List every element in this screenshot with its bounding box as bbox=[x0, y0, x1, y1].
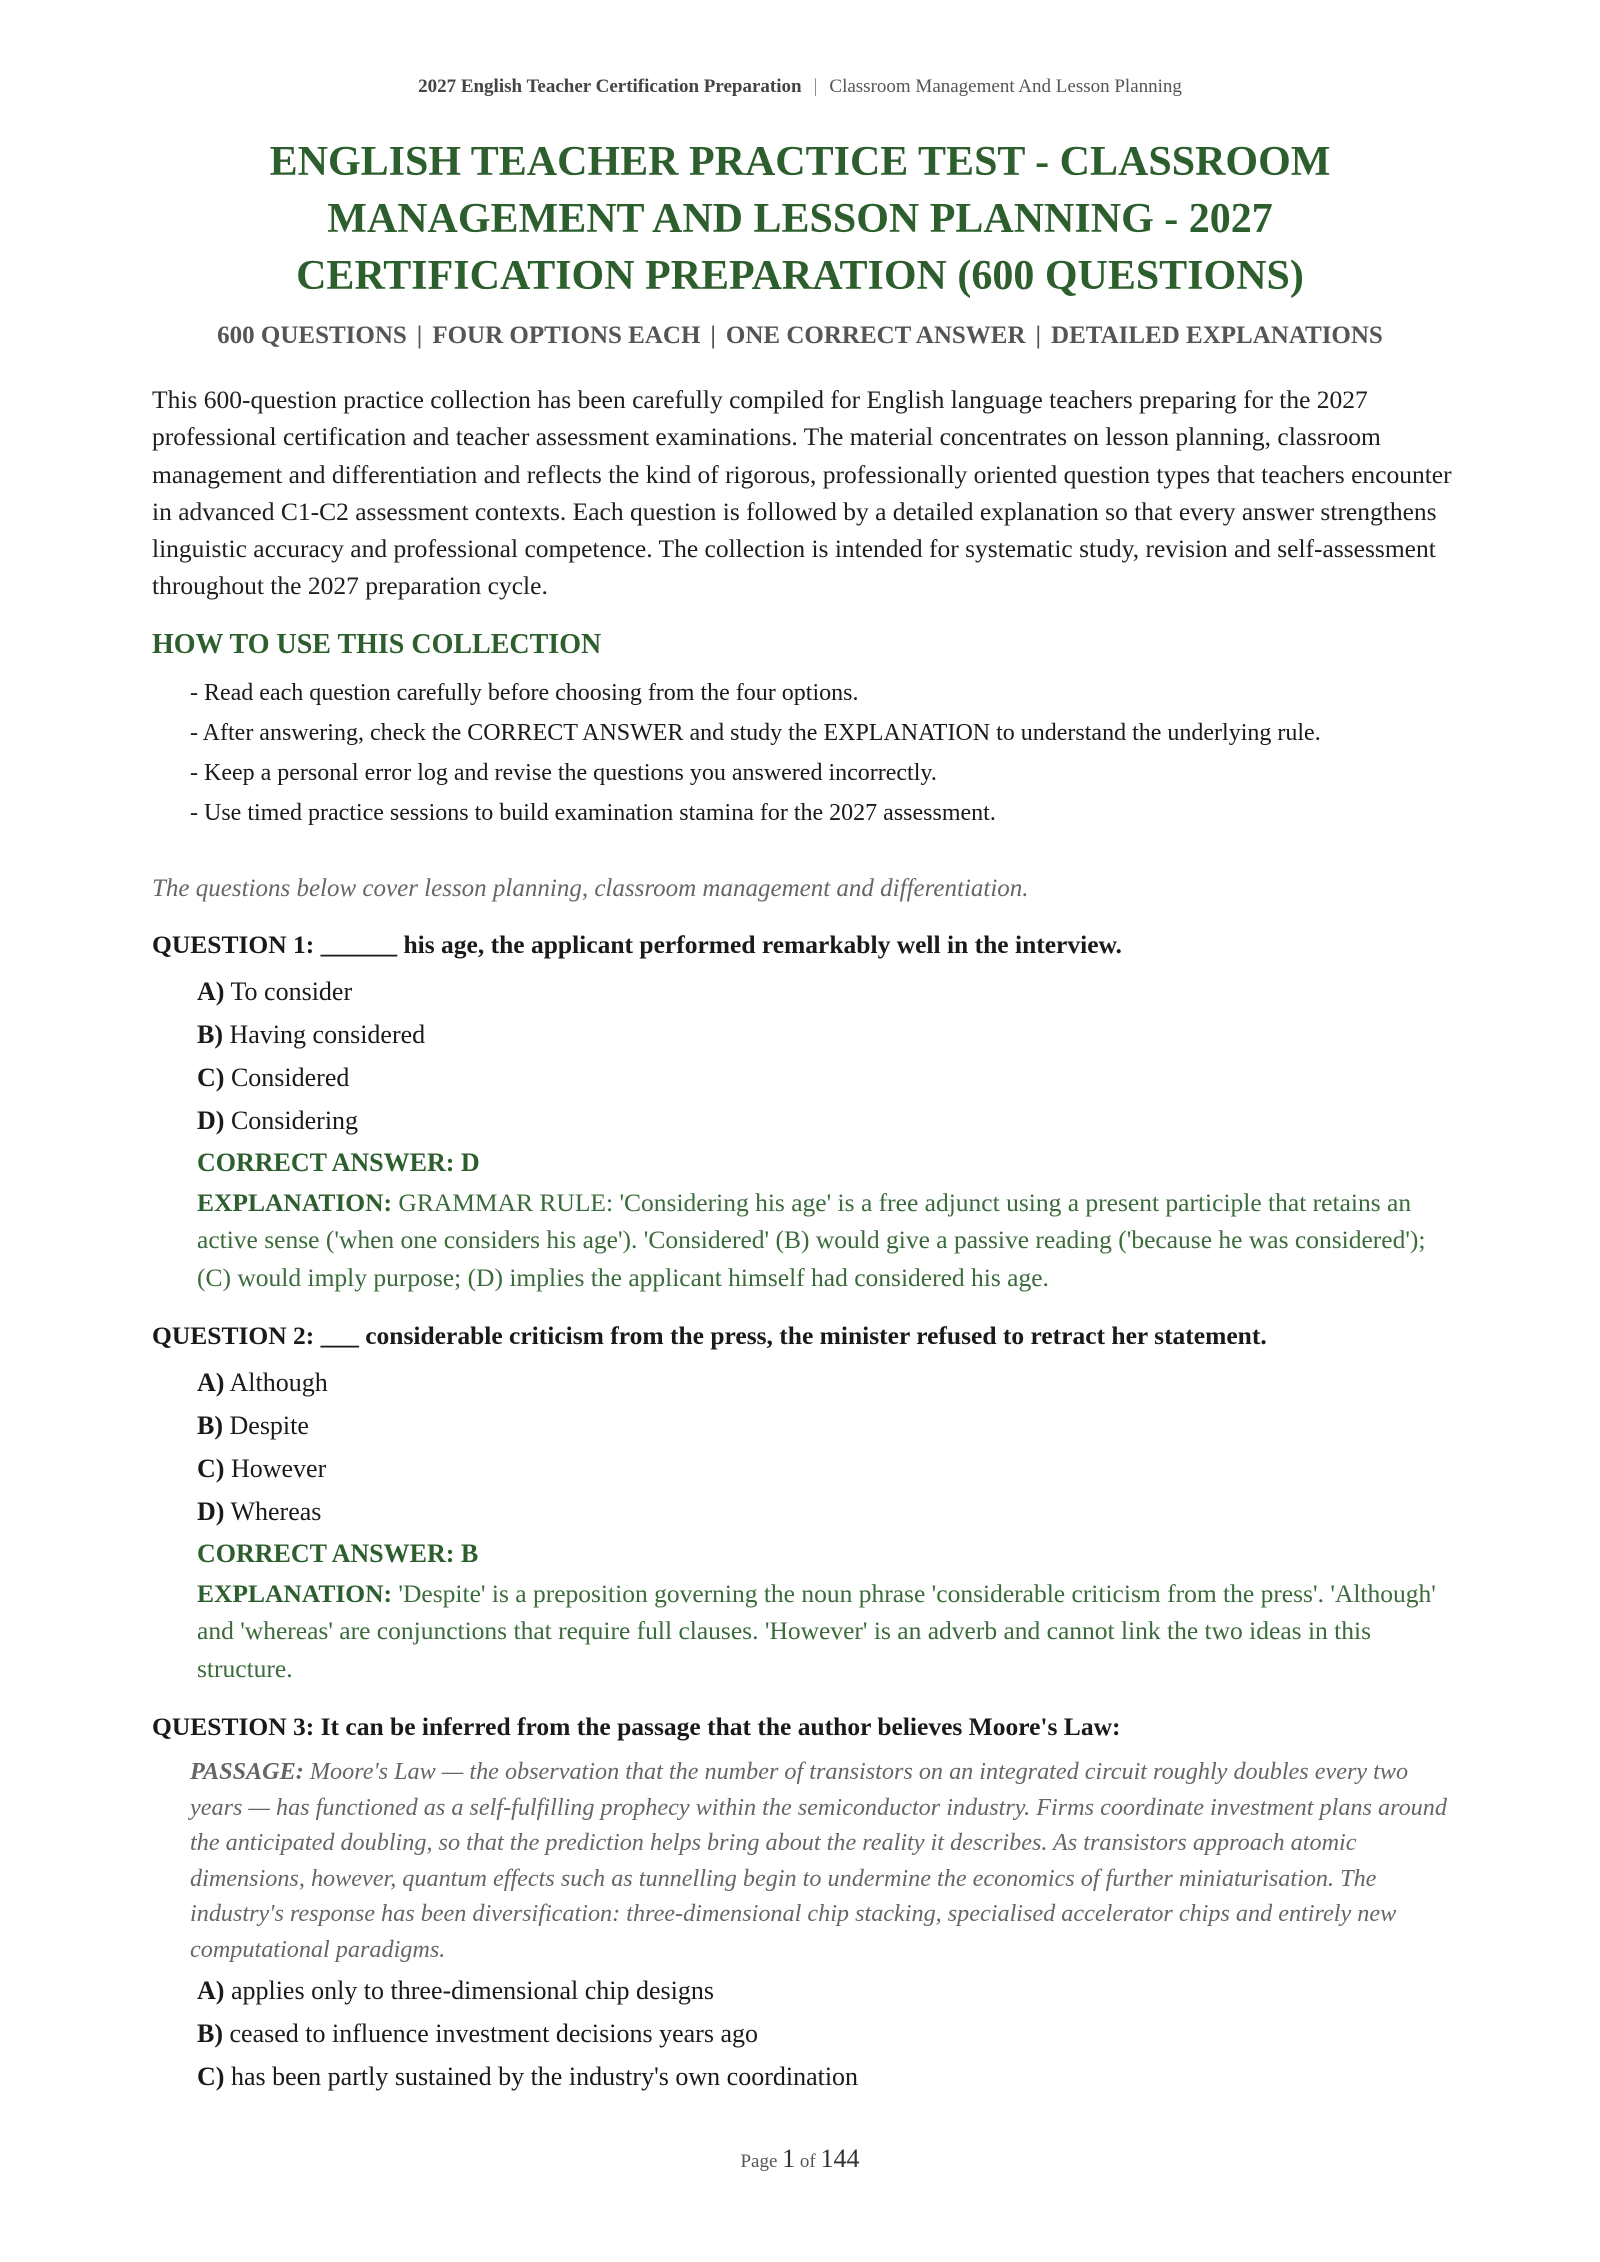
question-stem: QUESTION 3: It can be inferred from the passage that the author believes Moore's Law: bbox=[152, 1712, 1121, 1741]
howto-list bbox=[190, 676, 1450, 836]
page-label: Page bbox=[740, 2151, 778, 2172]
option-letter: A) bbox=[197, 1368, 225, 1397]
howto-heading: HOW TO USE THIS COLLECTION bbox=[152, 629, 602, 660]
option-letter: A) bbox=[197, 977, 225, 1006]
passage-text: Moore's Law — the observation that the number of transistors on an integrated circuit roughly doubles every two years — has functioned as a self-fulfilling prophecy within the semiconductor industry. Firms coordinate investment plans around the anticipated doubling, so that the prediction helps bring about the reality it describes. As transistors approach atomic dimensions, however, quantum effects such as tunnelling begin to undermine the economics of further miniaturisation. The industry's response has been diversification: three-dimensional chip stacking, specialised accelerator chips and entirely new computational paradigms. bbox=[190, 1758, 1447, 1963]
question-3 bbox=[152, 1710, 1452, 2098]
option-letter: C) bbox=[197, 2062, 225, 2091]
title-line: MANAGEMENT AND LESSON PLANNING - 2027 bbox=[327, 196, 1273, 242]
coverage-note: The questions below cover lesson planning, classroom management and differentiation. bbox=[152, 875, 1029, 902]
explanation-text: 'Despite' is a preposition governing the noun phrase 'considerable criticism from the press'. 'Although' and 'whereas' are conjunctions that require full clauses. 'However' is an adverb and cannot link the two ideas in this structure. bbox=[197, 1579, 1436, 1683]
howto-item: - After answering, check the CORRECT ANSWER and study the EXPLANATION to understand the underlying rule. bbox=[190, 720, 1321, 746]
feature-item: 600 QUESTIONS bbox=[217, 322, 407, 349]
page-total: 144 bbox=[820, 2144, 860, 2173]
feature-separator: | bbox=[710, 322, 716, 349]
option-letter: B) bbox=[197, 2019, 223, 2048]
page-footer bbox=[0, 2144, 1600, 2174]
page-title bbox=[150, 134, 1450, 305]
header-topic: Classroom Management And Lesson Planning bbox=[829, 76, 1182, 97]
option-text: To consider bbox=[230, 977, 353, 1006]
option-text: Considered bbox=[230, 1063, 350, 1092]
explanation bbox=[197, 1184, 1452, 1296]
page-current: 1 bbox=[782, 2144, 796, 2173]
explanation-text: GRAMMAR RULE: 'Considering his age' is a free adjunct using a present participle that retains an active sense ('when one considers his age'). 'Considered' (B) would give a passive reading ('because he was considered'); (C) would imply purpose; (D) implies the applicant himself had considered his age. bbox=[197, 1188, 1426, 1292]
option-letter: B) bbox=[197, 1020, 223, 1049]
option-letter: B) bbox=[197, 1411, 223, 1440]
option-letter: C) bbox=[197, 1454, 225, 1483]
option-text: Considering bbox=[230, 1106, 359, 1135]
subtitle-features bbox=[0, 322, 1600, 350]
option-c bbox=[197, 1447, 1452, 1490]
correct-answer: CORRECT ANSWER: D bbox=[197, 1148, 480, 1177]
feature-item: FOUR OPTIONS EACH bbox=[432, 322, 701, 349]
title-line: ENGLISH TEACHER PRACTICE TEST - CLASSROOM bbox=[269, 139, 1331, 185]
option-b bbox=[197, 1013, 1452, 1056]
feature-item: ONE CORRECT ANSWER bbox=[725, 322, 1026, 349]
option-text: Although bbox=[229, 1368, 328, 1397]
option-text: has been partly sustained by the industry's own coordination bbox=[230, 2062, 859, 2091]
option-text: ceased to influence investment decisions years ago bbox=[229, 2019, 758, 2048]
option-text: However bbox=[230, 1454, 327, 1483]
running-header bbox=[0, 76, 1600, 98]
options-list bbox=[197, 1969, 1452, 2098]
feature-separator: | bbox=[1035, 322, 1042, 349]
question-stem: QUESTION 2: ___ considerable criticism from the press, the minister refused to retract her statement. bbox=[152, 1321, 1267, 1350]
option-b bbox=[197, 1404, 1452, 1447]
option-a bbox=[197, 970, 1452, 1013]
option-letter: D) bbox=[197, 1106, 225, 1135]
question-2 bbox=[152, 1319, 1452, 1687]
page-of: of bbox=[799, 2151, 816, 2172]
howto-item: - Use timed practice sessions to build examination stamina for the 2027 assessment. bbox=[190, 800, 996, 826]
title-line: CERTIFICATION PREPARATION (600 QUESTIONS) bbox=[296, 253, 1304, 299]
option-a bbox=[197, 1361, 1452, 1404]
option-text: Despite bbox=[229, 1411, 309, 1440]
option-c bbox=[197, 2055, 1452, 2098]
explanation bbox=[197, 1575, 1452, 1687]
feature-separator: | bbox=[416, 322, 423, 349]
option-a bbox=[197, 1969, 1452, 2012]
option-letter: A) bbox=[197, 1976, 225, 2005]
options-list bbox=[197, 970, 1452, 1142]
options-list bbox=[197, 1361, 1452, 1533]
option-text: Having considered bbox=[229, 1020, 426, 1049]
header-separator: | bbox=[813, 76, 818, 97]
feature-item: DETAILED EXPLANATIONS bbox=[1051, 322, 1383, 349]
intro-paragraph: This 600-question practice collection has been carefully compiled for English language teachers preparing for the 2027 professional certification and teacher assessment examinations. The material concentrates on lesson planning, classroom management and differentiation and reflects the kind of rigorous, professionally oriented question types that teachers encounter in advanced C1-C2 assessment contexts. Each question is followed by a detailed explanation so that every answer strengthens linguistic accuracy and professional competence. The collection is intended for systematic study, revision and self-assessment throughout the 2027 preparation cycle. bbox=[152, 385, 1452, 601]
option-text: applies only to three-dimensional chip designs bbox=[230, 1976, 715, 2005]
option-d bbox=[197, 1490, 1452, 1533]
option-d bbox=[197, 1099, 1452, 1142]
correct-answer: CORRECT ANSWER: B bbox=[197, 1539, 479, 1568]
howto-item: - Keep a personal error log and revise the questions you answered incorrectly. bbox=[190, 760, 937, 786]
option-text: Whereas bbox=[230, 1497, 322, 1526]
reading-passage bbox=[190, 1754, 1452, 1967]
option-c bbox=[197, 1056, 1452, 1099]
option-b bbox=[197, 2012, 1452, 2055]
explanation-label: EXPLANATION: bbox=[197, 1188, 393, 1217]
explanation-label: EXPLANATION: bbox=[197, 1579, 393, 1608]
howto-item: - Read each question carefully before choosing from the four options. bbox=[190, 680, 859, 706]
header-series: 2027 English Teacher Certification Preparation bbox=[418, 76, 802, 97]
option-letter: D) bbox=[197, 1497, 225, 1526]
question-stem: QUESTION 1: ______ his age, the applicant performed remarkably well in the interview. bbox=[152, 930, 1122, 959]
option-letter: C) bbox=[197, 1063, 225, 1092]
passage-label: PASSAGE: bbox=[190, 1758, 304, 1785]
question-1 bbox=[152, 928, 1452, 1296]
